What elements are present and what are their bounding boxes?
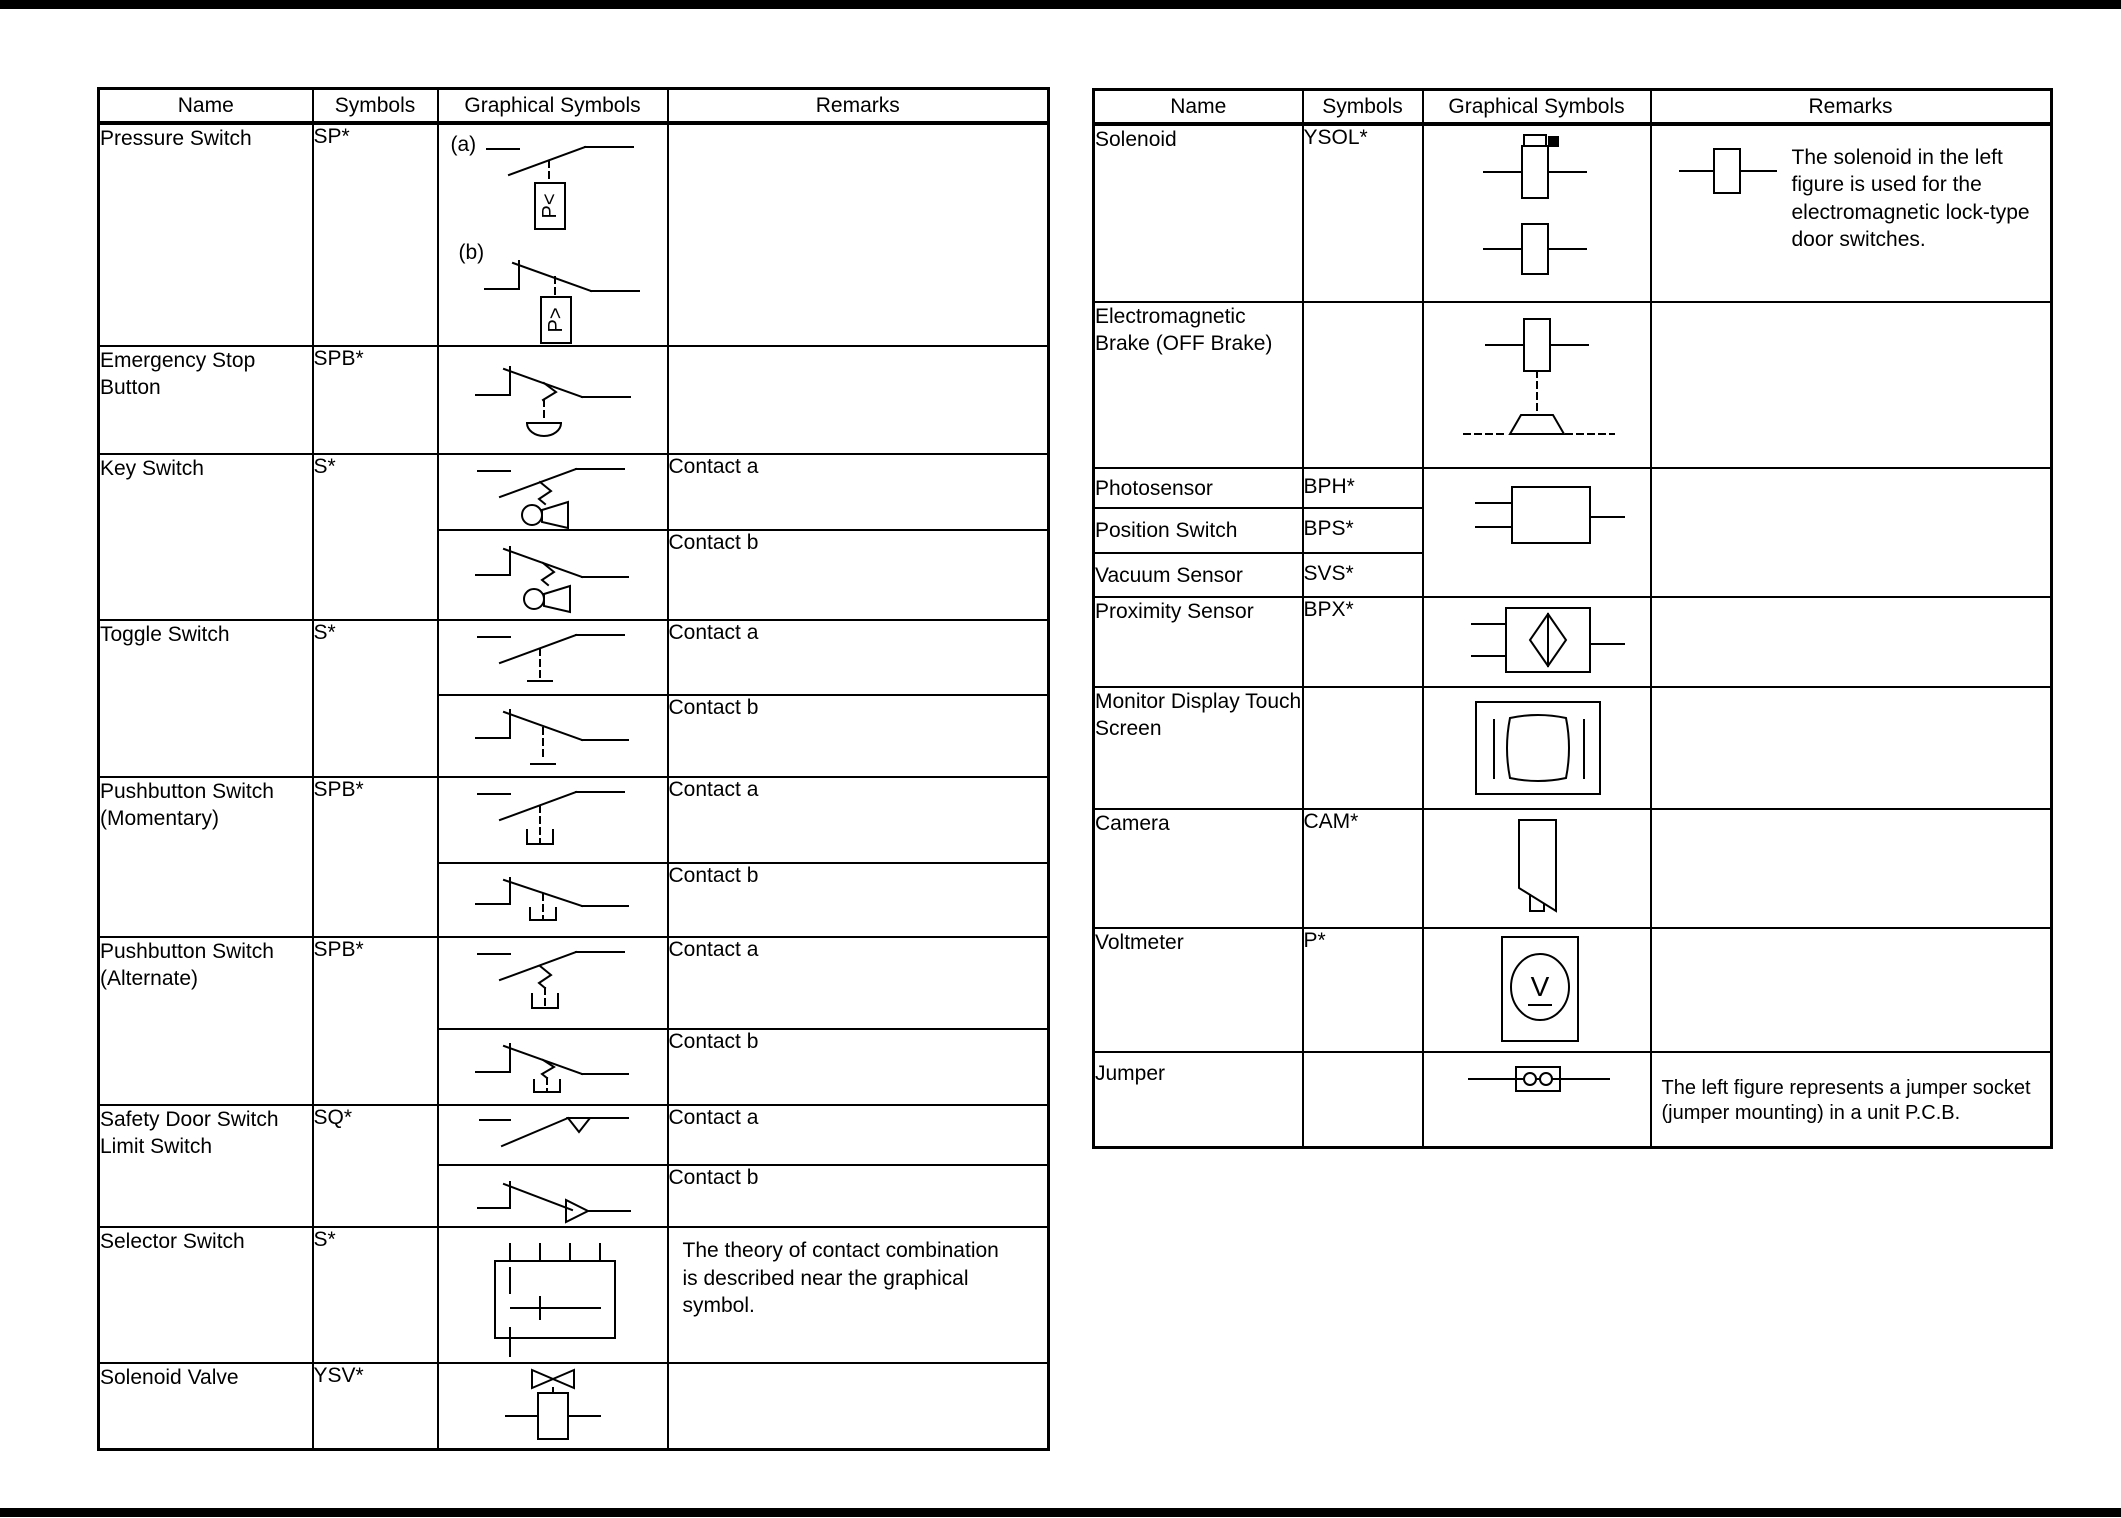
col-header-name: Name [99, 89, 313, 124]
limit-switch-contact-a-figure [448, 1106, 658, 1162]
row-photosensor [1094, 468, 2052, 508]
remarks-cell [1651, 468, 2052, 597]
figure-a-label: (a) [450, 133, 477, 156]
graphic-cell [438, 1029, 668, 1105]
graphic-cell [1423, 809, 1651, 928]
monitor-display-figure [1424, 690, 1650, 808]
row-voltmeter [1094, 928, 2052, 1052]
remarks-cell: Contact b [668, 863, 1049, 937]
col-header-symbols: Symbols [1303, 90, 1423, 125]
row-toggle-switch [99, 620, 1049, 695]
graphic-cell [1423, 928, 1651, 1052]
name-cell: Pressure Switch [99, 123, 313, 346]
camera-figure [1424, 810, 1650, 925]
remarks-cell [1651, 1052, 2052, 1147]
key-switch-contact-a-figure [448, 455, 658, 529]
remarks-cell [1651, 302, 2052, 468]
name-cell: Camera [1094, 809, 1303, 928]
solenoid-remark: The solenoid in the left figure is used for the electromagnetic lock-type door switches. [1791, 146, 2030, 251]
solenoid-figure [1424, 126, 1650, 300]
symbol-cell: YSOL* [1303, 124, 1423, 302]
name-cell: Photosensor [1094, 468, 1303, 508]
name-cell: Jumper [1094, 1052, 1303, 1147]
pushbutton-alternate-contact-a-figure [448, 938, 658, 1026]
name-cell: Pushbutton Switch (Alternate) [99, 937, 313, 1105]
svg-text:V: V [1530, 971, 1549, 1002]
symbol-cell: SPB* [313, 777, 438, 937]
proximity-sensor-figure [1424, 598, 1650, 684]
remarks-cell: Contact b [668, 1165, 1049, 1227]
symbol-cell: SQ* [313, 1105, 438, 1227]
name-cell: Proximity Sensor [1094, 597, 1303, 687]
graphic-cell [438, 454, 668, 530]
row-monitor-display [1094, 687, 2052, 809]
key-switch-contact-b-figure [448, 533, 658, 619]
limit-switch-contact-b-figure [448, 1170, 658, 1226]
row-solenoid-valve [99, 1363, 1049, 1449]
toggle-switch-contact-a-figure [448, 621, 658, 693]
header-row [99, 89, 1049, 124]
name-cell: Emergency Stop Button [99, 346, 313, 454]
remarks-cell: Contact a [668, 777, 1049, 863]
row-key-switch [99, 454, 1049, 530]
graphic-cell [438, 777, 668, 863]
svg-text:P<: P< [538, 193, 561, 219]
row-pressure-switch [99, 123, 1049, 346]
remarks-cell [1651, 597, 2052, 687]
col-header-graphical-symbols: Graphical Symbols [1423, 90, 1651, 125]
name-cell: Solenoid Valve [99, 1363, 313, 1449]
col-header-remarks: Remarks [1651, 90, 2052, 125]
row-proximity-sensor [1094, 597, 2052, 687]
remarks-cell: Contact b [668, 530, 1049, 620]
photosensor-figure [1424, 473, 1650, 573]
remarks-cell: Contact b [668, 1029, 1049, 1105]
remarks-cell [668, 1227, 1049, 1363]
symbol-cell: SVS* [1303, 553, 1423, 597]
pushbutton-momentary-contact-a-figure [448, 778, 658, 860]
name-cell: Safety Door Switch Limit Switch [99, 1105, 313, 1227]
symbol-cell: SPB* [313, 346, 438, 454]
row-pushbutton-momentary [99, 777, 1049, 863]
remarks-cell [1651, 928, 2052, 1052]
graphic-cell [1423, 468, 1651, 597]
sensor-symbols-table [1092, 88, 2053, 1149]
name-cell: Position Switch [1094, 508, 1303, 553]
name-cell: Vacuum Sensor [1094, 553, 1303, 597]
col-header-remarks: Remarks [668, 89, 1049, 124]
voltmeter-figure [1424, 929, 1650, 1049]
name-cell: Monitor Display Touch Screen [1094, 687, 1303, 809]
row-jumper [1094, 1052, 2052, 1147]
name-cell: Toggle Switch [99, 620, 313, 777]
symbol-cell: P* [1303, 928, 1423, 1052]
remarks-cell: Contact b [668, 695, 1049, 777]
graphic-cell [1423, 124, 1651, 302]
remarks-cell [668, 123, 1049, 346]
name-cell: Voltmeter [1094, 928, 1303, 1052]
solenoid-valve-figure [443, 1364, 663, 1446]
symbol-cell: S* [313, 454, 438, 620]
name-cell: Solenoid [1094, 124, 1303, 302]
graphic-cell [438, 346, 668, 454]
graphic-cell [438, 620, 668, 695]
symbol-cell: S* [313, 620, 438, 777]
row-electromagnetic-brake [1094, 302, 2052, 468]
col-header-symbols: Symbols [313, 89, 438, 124]
graphic-cell [438, 863, 668, 937]
row-safety-door-switch [99, 1105, 1049, 1165]
graphic-cell [438, 123, 668, 346]
solenoid-mini-figure [1676, 142, 1780, 200]
selector-remark: The theory of contact combination is described near the graphical symbol. [682, 1239, 999, 1318]
row-pushbutton-alternate [99, 937, 1049, 1029]
remarks-cell [668, 346, 1049, 454]
symbol-cell: SPB* [313, 937, 438, 1105]
symbol-cell [1303, 1052, 1423, 1147]
jumper-remark: The left figure represents a jumper socket (jumper mounting) in a unit P.C.B. [1661, 1077, 2031, 1124]
symbol-cell [1303, 302, 1423, 468]
row-selector-switch [99, 1227, 1049, 1363]
graphic-cell [1423, 1052, 1651, 1147]
graphic-cell [1423, 597, 1651, 687]
name-cell: Key Switch [99, 454, 313, 620]
row-solenoid [1094, 124, 2052, 302]
graphic-cell [438, 1165, 668, 1227]
pressure-switch-contact-b-figure [457, 245, 657, 345]
jumper-figure [1424, 1053, 1650, 1105]
symbol-cell [1303, 687, 1423, 809]
pressure-switch-contact-a-figure [457, 133, 657, 237]
row-emergency-stop [99, 346, 1049, 454]
pushbutton-momentary-contact-b-figure [448, 866, 658, 936]
remarks-cell: Contact a [668, 620, 1049, 695]
symbol-cell: SP* [313, 123, 438, 346]
remarks-cell [1651, 124, 2052, 302]
emergency-stop-figure [448, 349, 658, 453]
figure-b-label: (b) [458, 241, 485, 264]
page-bottom-rule [0, 1508, 2121, 1517]
row-camera [1094, 809, 2052, 928]
remarks-cell: Contact a [668, 937, 1049, 1029]
electromagnetic-brake-figure [1424, 307, 1650, 467]
symbol-cell: BPX* [1303, 597, 1423, 687]
graphic-cell [438, 530, 668, 620]
pushbutton-alternate-contact-b-figure [448, 1032, 658, 1104]
symbol-cell: BPS* [1303, 508, 1423, 553]
selector-switch-figure [440, 1228, 666, 1360]
svg-text:P>: P> [544, 307, 567, 333]
graphic-cell [438, 695, 668, 777]
header-row [1094, 90, 2052, 125]
name-cell: Electromagnetic Brake (OFF Brake) [1094, 302, 1303, 468]
toggle-switch-contact-b-figure [448, 698, 658, 776]
symbol-cell: YSV* [313, 1363, 438, 1449]
remarks-cell: Contact a [668, 1105, 1049, 1165]
name-cell: Selector Switch [99, 1227, 313, 1363]
graphic-cell [1423, 687, 1651, 809]
symbol-cell: S* [313, 1227, 438, 1363]
symbol-cell: BPH* [1303, 468, 1423, 508]
switch-symbols-table [97, 87, 1050, 1451]
graphic-cell [1423, 302, 1651, 468]
remarks-cell [668, 1363, 1049, 1449]
name-cell: Pushbutton Switch (Momentary) [99, 777, 313, 937]
graphic-cell [438, 1363, 668, 1449]
remarks-cell [1651, 687, 2052, 809]
graphic-cell [438, 1105, 668, 1165]
col-header-name: Name [1094, 90, 1303, 125]
graphic-cell [438, 1227, 668, 1363]
remarks-cell: Contact a [668, 454, 1049, 530]
symbol-cell: CAM* [1303, 809, 1423, 928]
remarks-cell [1651, 809, 2052, 928]
page-top-rule [0, 0, 2121, 9]
graphic-cell [438, 937, 668, 1029]
col-header-graphical-symbols: Graphical Symbols [438, 89, 668, 124]
